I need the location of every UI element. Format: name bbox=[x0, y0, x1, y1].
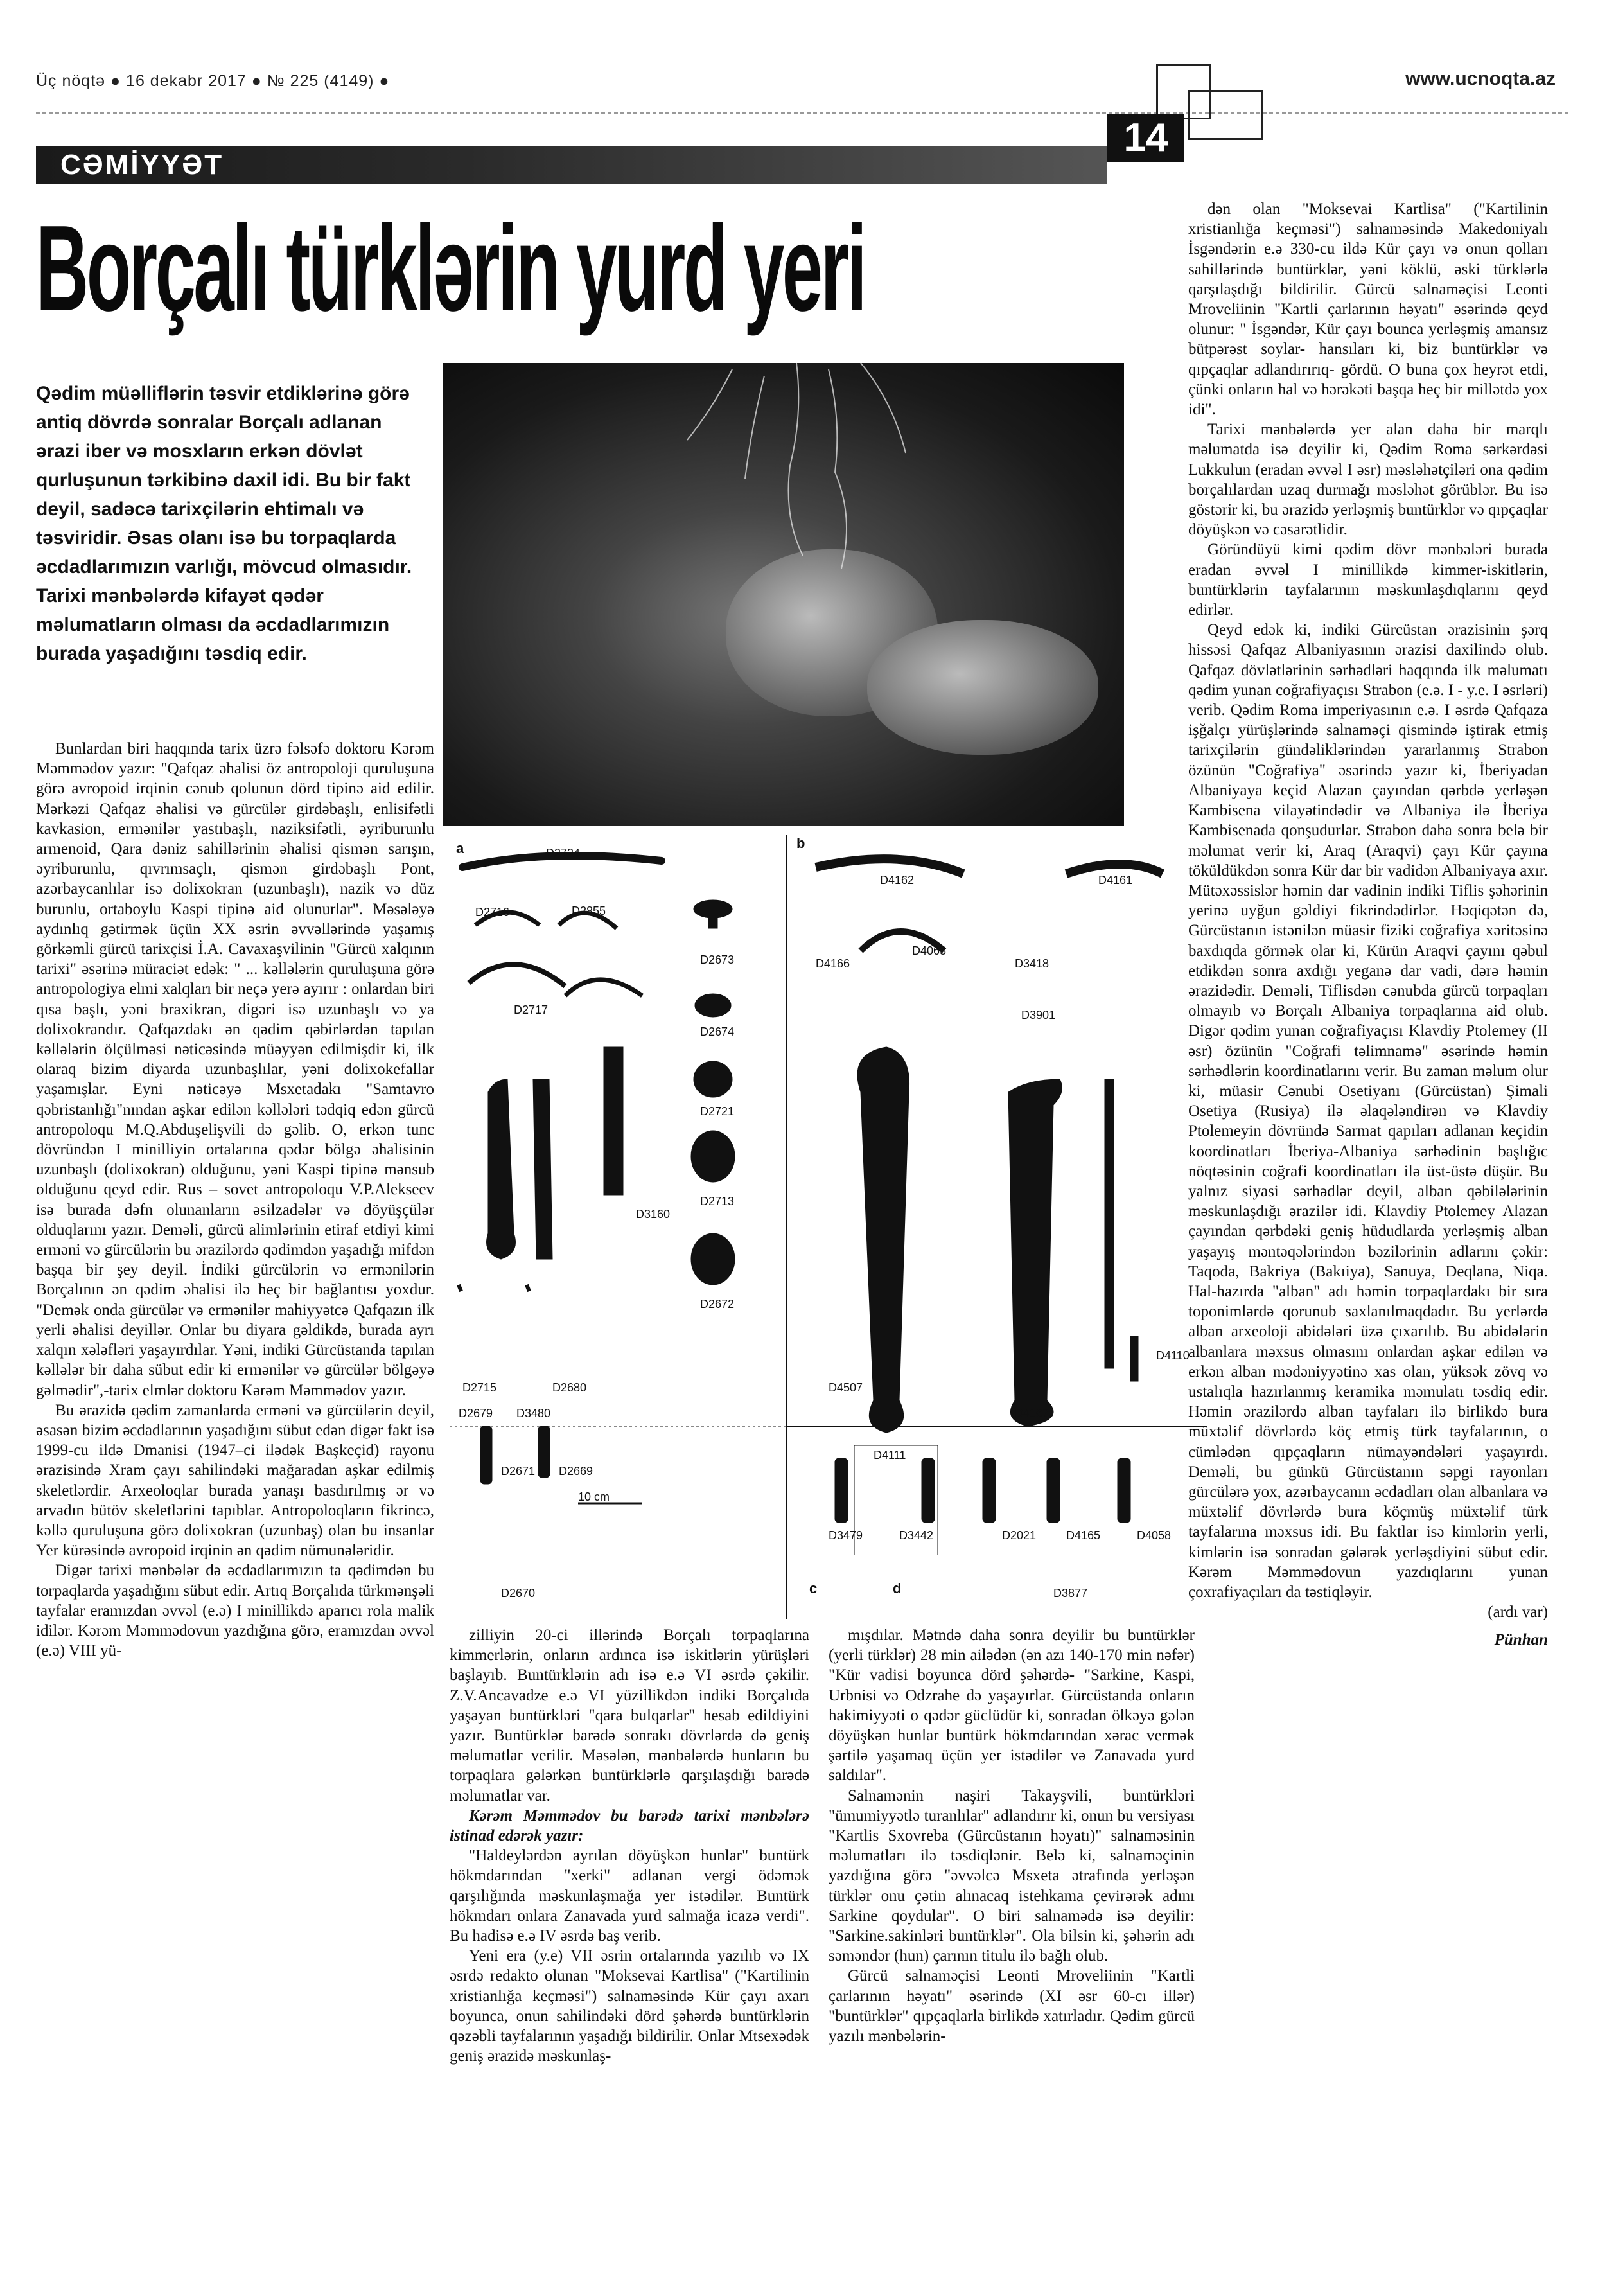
bone-small bbox=[1130, 1336, 1138, 1381]
paragraph: Yeni era (y.e) VII əsrin ortalarında yazılıb və IX əsrdə redakto olunan "Moksevai Kartlisa" ("Kartilinin xristianlığa keçməsi") salnaməsində Kür çayı axarı boyunca, onun sahilindəki dörd şəhərdə buntürklərin qəzəbli tayfalarının yaşadığı bildirilir. Onlar Mtsexədək geniş ərazidə məskunlaş- bbox=[450, 1947, 809, 2065]
subheading-quote: Kərəm Məmmədov bu barədə tarixi mənbələrə istinad edərək yazır: bbox=[450, 1806, 809, 1845]
bone-rib bbox=[565, 980, 642, 996]
section-title: CƏMİYYƏT bbox=[60, 149, 224, 181]
vertebra bbox=[691, 1131, 735, 1182]
specimen-label: D3901 bbox=[1021, 1009, 1056, 1021]
paragraph: dən olan "Moksevai Kartlisa" ("Kartilinin xristianlığa keçməsi") salnaməsində Makedoniyalı İsgəndərin e.ə 330-cu ildə Kür çayı və onun qolları sahillərində buntürklər, yəni köklü, əski türklərlə qarşılaşdığı bildirilir. Gürcü salnaməçisi Leonti Mroveliinin "Kartli çarlarının həyatı" əsərində qeyd olunur: " İsgəndər, Kür çayı bouncа yerləşmiş amansız bütpərəst soylar- hansıları ki, biz buntürklər və qıpçaqlar adlandırırıq- gördü. O buna çox heyrət etdi, çünki onların hal və hərəkəti başqa heç bir millətdə yox idi". bbox=[1188, 200, 1548, 419]
vertebra bbox=[691, 1233, 735, 1285]
header-divider bbox=[36, 112, 1568, 114]
decor-square bbox=[1188, 90, 1263, 140]
vertebra bbox=[708, 909, 717, 928]
specimen-label: D2669 bbox=[559, 1465, 593, 1478]
panel-label: a bbox=[456, 840, 464, 856]
specimen-label: D3877 bbox=[1053, 1587, 1088, 1600]
specimen-label: D4507 bbox=[829, 1381, 863, 1394]
article-column-1 bbox=[36, 739, 434, 1661]
paragraph: Tarixi mənbələrdə yer alan daha bir marqlı məlumatda isə deyilir ki, Qədim Roma sərkərdəsi Lukkulun (eradan əvvəl I əsr) məsləhətçiləri ona qədim borçalılardan uzaq durmağı məsləhət görüblər. Bu isə göstərir ki, bu ərazidə yerləşmiş buntürklər və qıpçaqlar döyüşkən və cəsarətlidir. bbox=[1188, 421, 1548, 539]
bone-fibula bbox=[1105, 1079, 1114, 1368]
skeleton-drawing bbox=[450, 835, 1207, 1619]
specimen-label: D4162 bbox=[880, 874, 915, 887]
vertebra bbox=[695, 994, 731, 1017]
panel-label: d bbox=[893, 1580, 902, 1596]
author-signature: Pünhan bbox=[1494, 1631, 1548, 1649]
excavation-photo bbox=[443, 363, 1124, 826]
specimen-label: D2713 bbox=[700, 1195, 735, 1208]
panel-label: b bbox=[796, 835, 805, 851]
continued-note: (ardı var) bbox=[1488, 1603, 1548, 1621]
panel-label: c bbox=[809, 1580, 818, 1596]
specimen-label: D4110 bbox=[1156, 1349, 1190, 1362]
paragraph: mışdılar. Mətndə daha sonra deyilir bu buntürklər (yerli türklər) 28 min ailədən (ən azı 140-170 min nəfər) "Kür vadisi boyunca dörd şəhərdə- "Sarkine, Kaspi, Urbnisi və Odzrahe də yaşayırlar. Gürcüstanda onların hakimiyyəti o qədər güclüdür ki, sonradan ölkəyə gələn döyüşkən hunlar buntürk hökmdarından xərac vermək şərtilə yaşamaq üçün yer istədilər və Zanavada yurd saldılar". bbox=[829, 1627, 1195, 1785]
skeleton-figure bbox=[450, 835, 1207, 1619]
scale-label: 10 cm bbox=[578, 1490, 610, 1503]
article-column-4 bbox=[1188, 199, 1548, 1650]
specimen-label: D2724 bbox=[546, 847, 581, 860]
paragraph: zilliyin 20-ci illərində Borçalı torpaqlarına kimmerlərin, onların ardınca isə iskitlərin yürüşləri başlayıb. Buntürklərin adı isə e.ə VI əsrdə çəkilir. Z.V.Ancavadze e.ə VI yüzillikdən indiki Borçalıda yaşayan buntürkləri "qara bulqarlar" hesab edildiyini yazır. Buntürklər barədə sonrakı dövrlərdə də geniş məlumatlar verilir. Məsələn, mənbələrdə hunların bu torpaqlara gələrkən buntürklərlə qarşılaşdığı barədə məlumatlar var. bbox=[450, 1627, 809, 1805]
bone-metatarsal bbox=[1047, 1458, 1060, 1523]
specimen-label: D4161 bbox=[1098, 874, 1133, 887]
specimen-label: D2721 bbox=[700, 1105, 735, 1118]
headline: Borçalı türklərin yurd yeri bbox=[36, 200, 865, 337]
specimen-label: D2670 bbox=[501, 1587, 536, 1600]
specimen-label: D3442 bbox=[899, 1529, 934, 1542]
article-column-2 bbox=[450, 1625, 809, 2066]
specimen-label: D2715 bbox=[462, 1381, 497, 1394]
bone-metatarsal bbox=[922, 1458, 935, 1523]
article-column-3 bbox=[829, 1625, 1195, 2046]
bone-scapula bbox=[1066, 864, 1163, 874]
paragraph: Göründüyü kimi qədim dövr mənbələri burada eradan əvvəl I minillikdə kimmer-iskitlərin, buntürklərin tayfalarının məskunlaşdıqlarını qeyd edirlər. bbox=[1188, 541, 1548, 619]
bone-ulna bbox=[604, 1047, 623, 1195]
specimen-label: D4167 bbox=[1015, 1407, 1049, 1420]
bone-radius bbox=[533, 1079, 552, 1259]
bone-scapula bbox=[816, 859, 963, 874]
specimen-label: D2680 bbox=[552, 1381, 587, 1394]
specimen-label: D2671 bbox=[501, 1465, 536, 1478]
vertebra bbox=[694, 1061, 732, 1097]
bone-tibia bbox=[1008, 1079, 1062, 1426]
website-url[interactable]: www.ucnoqta.az bbox=[1405, 68, 1556, 89]
specimen-label: D4166 bbox=[816, 957, 850, 970]
specimen-label: D4063 bbox=[912, 944, 947, 957]
specimen-label: D3160 bbox=[636, 1208, 671, 1221]
bone-metatarsal bbox=[1118, 1458, 1130, 1523]
specimen-label: D2021 bbox=[1002, 1529, 1037, 1542]
lead-paragraph: Qədim müəlliflərin təsvir etdiklərinə görə antiq dövrdə sonralar Borçalı adlanan ərazi iber və mosxların erkən dövlət qurluşunun tərkibinə daxil idi. Bu bir fakt deyil, sadəcə tarixçilərin ehtimalı və təsviridir. Əsas olanı isə bu torpaqlarda əcdadlarımızın varlığı, mövcud olmasıdır. Tarixi mənbələrdə kifayət qədər məlumatların olması da əcdadlarımızın burada yaşadığını təsdiq edir. bbox=[36, 383, 412, 664]
specimen-label: D4165 bbox=[1066, 1529, 1101, 1542]
masthead-info: Üç nöqtə ● 16 dekabr 2017 ● № 225 (4149) ● bbox=[36, 72, 390, 90]
bone-metatarsal bbox=[835, 1458, 848, 1523]
specimen-label: D2674 bbox=[700, 1025, 735, 1038]
specimen-label: D3418 bbox=[1015, 957, 1049, 970]
paragraph: Bunlardan biri haqqında tarix üzrə fəlsəfə doktoru Kərəm Məmmədov yazır: "Qafqaz əhalisi öz antropoloji quruluşuna görə avropoid irqinin cənub qolunun dörd tipinə aid edilir. Mərkəzi Qafqaz əhalisi və gürcülər girdəbaşlı, enlisifətli kavkasion, ermənilər yastıbaşlı, naziksifətli, əyriburunlu armenoid, Qara dəniz sahillərinin əhalisi qismən sarışın, əyriburunlu, qıvrımsaçlı, qismən girdəbaşlı Pont, azərbaycanlılar isə dolixokran (uzunbaşlı), nazik və düz burunlu, ortaboylu Kaspi tipinə aid olunurlar". Məsələyə aydınlıq gətirmək üçün XX əsrin əvvəllərində yaşamış görkəmli gürcü tarixçisi İ.A. Cavaxaşvilinin "Gürcü xalqının tarixi" əsərinə müraciət edək: " ... kəllələrin quruluşuna görə antropologiya elmi xalqları bir neçə yerə ayırır : onlardan biri qısa başlı, yəni braxikran, digəri isə uzunbaşlı və ya dolixokrandır. Qafqazdakı ən qədim qəbirlərdən tapılan kəllələrin ölçülməsi nəticəsində müəyyən edilmişdir ki, ilk olaraq bizim diyarda uzunbaşlılar, yəni dolixokefallar yaşamışlar. Eyni nəticəyə Msxetadakı "Samtavro qəbristanlığı"nından aşkar edilən kəllələri tədqiq edən gürcü antropoloqu M.Q.Abduşelişvili də gəlib. O, erkən tunc dövründən I minilliyin ortalarına qədər bölgə əhalisinin uzunbaşlı (dolixokran) olduğunu, yəni Kaspi tipinə mənsub olduğunu qeyd edir. Rus – sovet antropoloqu V.P.Alekseev isə burada dəfn olunanların əsilzadələr və döyüşçülər olduqlarını yazır. Deməli, gürcü alimlərinin etiraf etdiyi kimi erməni və gürcülərin bu ərazilərdə qədimdən yaşadığı mifdən başqa bir şey deyil. İndiki gürcülərin və ermənilərin Borçalının ən qədim əhalisi ilə heç bir bağlantısı yoxdur. "Demək onda gürcülər və ermənilər mahiyyətcə Qafqazın ilk yerli əhalisi deyillər. Onlar bu diyara gəldikdə, burada ayrı xalqın xələfləri yaşayırdılar. Yəni, indiki Gürcüstanda tapılan kəllələr bir daha sübut edir ki ermənilər və gürcülər bölgəyə gəlmədir",-tarix elmlər doktoru Kərəm Məmmədov yazır. bbox=[36, 740, 434, 1399]
paragraph: Gürcü salnaməçisi Leonti Mroveliinin "Kartli çarlarının həyatı" əsərində (XI əsr 60-cı illər) "buntürklər" qıpçaqlarla birlikdə xatırladır. Qədim gürcü yazılı mənbələrin- bbox=[829, 1967, 1195, 2045]
specimen-label: D2855 bbox=[572, 905, 606, 917]
bone-metatarsal bbox=[983, 1458, 996, 1523]
specimen-label: D2716 bbox=[475, 906, 510, 919]
bone-humerus bbox=[487, 1079, 516, 1259]
bone-finger bbox=[480, 1426, 492, 1484]
paragraph: "Haldeylərdən ayrılan döyüşkən hunlar" buntürk hökmdarından "xerki" adlanan vergi ödəmək qarşılığında məskunlaşmağa yer istədilər. Buntürk hökmdarı onlara Zanavada yurd salmağa icazə verdi". Bu hadisə e.ə IV əsrdə baş verib. bbox=[450, 1847, 809, 1945]
bone-finger bbox=[538, 1426, 550, 1478]
specimen-label: D4058 bbox=[1137, 1529, 1172, 1542]
specimen-label: D3480 bbox=[516, 1407, 551, 1420]
specimen-label: D2717 bbox=[514, 1003, 549, 1016]
specimen-label: D2673 bbox=[700, 953, 735, 966]
bone-small bbox=[459, 1285, 529, 1291]
page-number: 14 bbox=[1107, 114, 1184, 162]
specimen-label: D2679 bbox=[459, 1407, 493, 1420]
specimen-label: D3479 bbox=[829, 1529, 863, 1542]
paragraph: Digər tarixi mənbələr də əcdadlarımızın ta qədimdən bu torpaqlarda yaşadığını sübut edir. Artıq Borçalıda türkmənşəli tayfalar eramızdan əvvəl (e.ə) I minillikdə aparıcı rola malik idilər. Kərəm Məmmədovun yazdığına görə, eramızdan əvvəl (e.ə) VIII yü- bbox=[36, 1562, 434, 1660]
specimen-label: D2672 bbox=[700, 1298, 735, 1311]
paragraph: Bu ərazidə qədim zamanlarda erməni və gürcülərin deyil, əsasən bizim əcdadlarının yaşadığını sübut edən digər fakt isə 1999-cu ildə Dmanisi (1947–ci ilədək Başkeçid) rayonu ərazisində Xram çayı sahilindəki mağaradan aşkar edilmiş skeletlərdir. Arxeoloqlar burada yanaşı basdırılmış ər və arvadın bütöv skeletlərini tapıblar. Antropoloqların fikrincə, kəllə quruluşuna görə dolixokran (uzunbaş) olan bu insanlar Yer kürəsində avropoid irqinin ən qədim nümunələridir. bbox=[36, 1401, 434, 1560]
bone-rib bbox=[469, 964, 565, 986]
paragraph: Salnamənin naşiri Takayşvili, buntürkləri "ümumiyyətlə turanlılar" adlandırır ki, onun bu versiyası "Kartlis Sxovreba (Gürcüstanın həyatı)" salnaməsinin məlumatları ilə təsdiqlənir. Belə ki, salnaməçinin yazdığına görə "əvvəlcə Msxeta ətrafında yerləşən türklər onu çətin alınacaq istehkama çevirərək adını Sarkine qoydular". O biri salnamədə isə deyilir: "Sarkine.sakinləri buntürklər". Ola bilsin ki, şəhərin adı səməndər (hun) çarının titulu ilə bağlı olub. bbox=[829, 1787, 1195, 1965]
roots-overlay bbox=[443, 363, 1124, 826]
paragraph: Qeyd edək ki, indiki Gürcüstan ərazisinin şərq hissəsi Qafqaz Albaniyasının ərazisi daxilində olub. Qafqaz dövlətlərinin sərhədləri haqqında ilk məlumatı qədim yunan coğrafiyaçısı Strabon (e.ə. I - y.e. I əsrləri) verib. Qədim Roma imperiyasının e.ə. I əsrdə Qafqaza işğalçı yürüşlərində salnaməçi qismində iştirak etmiş tarixçilərin gündəliklərindən yararlanmış Strabon özünün "Coğrafiya" əsərində yazır ki, İberiyadan Albaniyaya keçid Alazan çayından qərbdə yerləşən Kambisena vilayətindədir və Albaniya ilə İberiya Kambisenada qonşudurlar. Strabon daha sonra belə bir məlumat verir ki, Araq (Araqvi) çayı Kür çayına töküldükdən sonra Kür dar bir vadidən Albaniyaya axır. Mütəxəssislər həmin dar vadinin indiki Tiflis şəhərinin yerinə uyğun gəldiyi fikrindədirlər. Həqiqətən də, Gürcüstanın istənilən müasir fiziki coğrafiya xəritəsinə baxdıqda görmək olar ki, Kürün Araqvi çayını qəbul etdikdən sonra axdığı yeganə dar vadi, dərə həmin ərazidədir. Deməli, Tiflisdən cənubda gürcü torpaqları olmayıb və Borçalı Albaniya torpaqlarına aid olub. Digər qədim yunan coğrafiyaçısı Klavdiy Ptolemey (II əsr) özünün "Coğrafi təlimnamə" əsərində həmin sərhədlərin koordinatlarını verir. Bu zaman məlum olur ki, müasir Cənubi Osetiyanı (Gürcüstan) Şimali Osetiya (Rusiya) ilə əlaqələndirən və Klavdiy Ptolemeyin dövründə Sarmat qapıları adlanan keçidin koordinatları İberiya-Albaniya sərhədinin başlığıc nöqtəsinin coğrafi koordinatları ilə üst-üstə düşür. Bu yalnız siyasi sərhədlər deyil, alban qəbilələrinin məskunlaşdığı ərazilər idi. Klavdiy Ptolemey Alazan çayından qərbdəki geniş hüdudlarda yerləşmiş alban yaşayış məntəqələrindən bəzilərinin adlarını çəkir: Taqoda, Bakriya (Bakıiya), Sanuya, Deqlana, Niqa. Hal-hazırda "alban" adı həmin torpaqlardakı bir sıra toponimlərdə qorunub saxlanılmaqdadır. Bu yerlərdə alban arxeoloji abidələri üzə çıxarılıb. Bu abidələrin albanlara məxsus olmasını onlardan aşkar edilən və erkən alban mədəniyyətinə xas olan, yüksək zövq və ustalıqla hazırlanmış keramika məmulatı təsdiq edir. Həmin ərazilərdə alban tayfaları ilə birlikdə bura müxtəlif dövrlərdə köç etmiş türk tayfalarının, o cümlədən qıpçaqların nümayəndələri yaşayırdı. Deməli, bu günkü Gürcüstanın səpgi rayonları gürcülərə yox, azərbaycanın əcdadları olan albanlara və müxtəlif dövrlərdə bura köçmüş müxtəlif türk tayfalarına məxsus idi. Bu faktlar isə kimlərin yerli, kimlərin isə sonradan gələrək yerləşdiyini sübut edir. Kərəm Məmmədovun yazdıqlarını yunan çoxrafiyaçıları da təstiqləyir. bbox=[1188, 621, 1548, 1602]
bone-femur bbox=[857, 1047, 909, 1433]
specimen-label: D4111 bbox=[874, 1449, 906, 1461]
